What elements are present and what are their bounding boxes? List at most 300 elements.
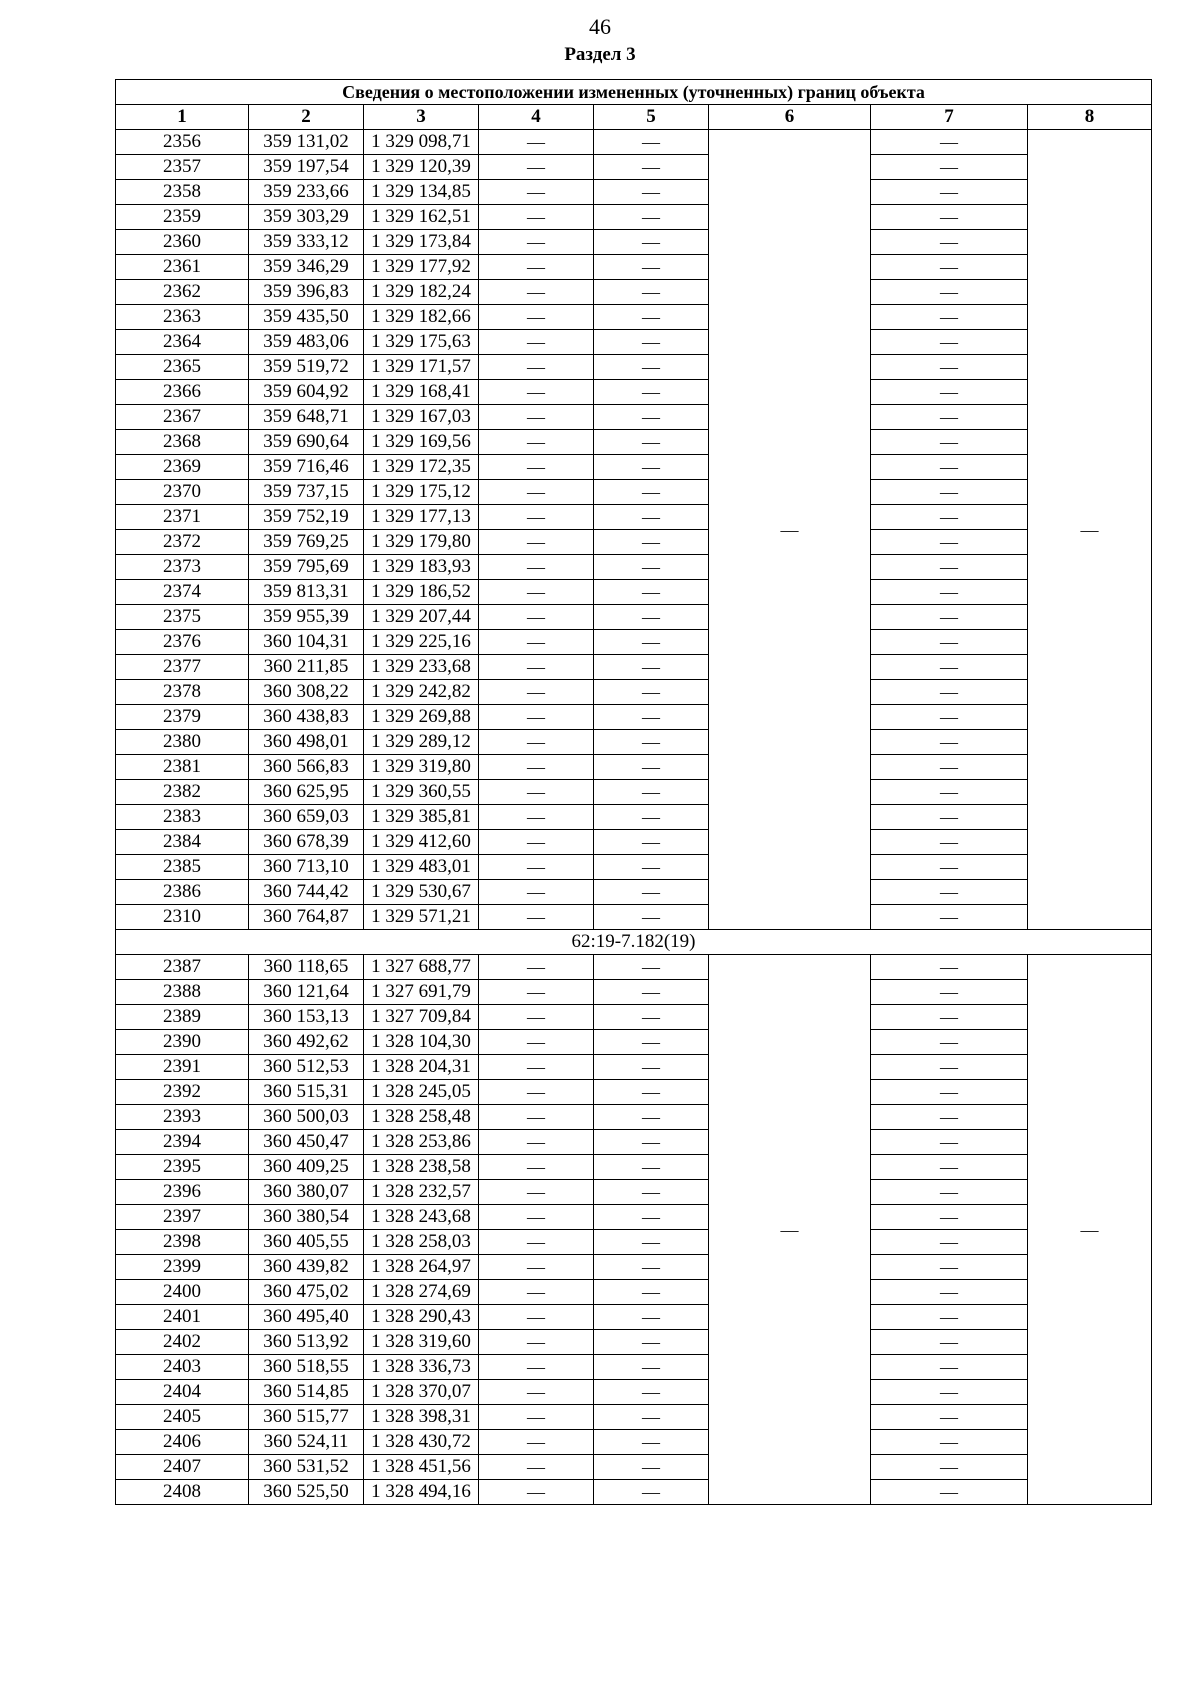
- col5-cell: —: [594, 280, 709, 305]
- coordinate-y-cell: 1 328 253,86: [364, 1130, 479, 1155]
- col4-cell: —: [479, 1330, 594, 1355]
- col7-cell: —: [871, 1305, 1028, 1330]
- col4-cell: —: [479, 405, 594, 430]
- table-row: [116, 355, 1152, 380]
- point-number-cell: 2399: [116, 1255, 249, 1280]
- col5-cell: —: [594, 1005, 709, 1030]
- col7-cell: —: [871, 430, 1028, 455]
- coordinate-x-cell: 359 346,29: [249, 255, 364, 280]
- col4-cell: —: [479, 480, 594, 505]
- point-number-cell: 2377: [116, 655, 249, 680]
- col5-cell: —: [594, 880, 709, 905]
- table-row: [116, 680, 1152, 705]
- coordinate-y-cell: 1 328 264,97: [364, 1255, 479, 1280]
- col7-cell: —: [871, 1205, 1028, 1230]
- col7-cell: —: [871, 1030, 1028, 1055]
- coordinate-x-cell: 360 713,10: [249, 855, 364, 880]
- col7-cell: —: [871, 855, 1028, 880]
- point-number-cell: 2364: [116, 330, 249, 355]
- point-number-cell: 2407: [116, 1455, 249, 1480]
- col4-cell: —: [479, 355, 594, 380]
- coordinate-x-cell: 360 438,83: [249, 705, 364, 730]
- col4-cell: —: [479, 1180, 594, 1205]
- coordinate-y-cell: 1 329 098,71: [364, 130, 479, 155]
- point-number-cell: 2362: [116, 280, 249, 305]
- table-row: [116, 1080, 1152, 1105]
- table-row: [116, 880, 1152, 905]
- col4-cell: —: [479, 1405, 594, 1430]
- col7-cell: —: [871, 880, 1028, 905]
- point-number-cell: 2378: [116, 680, 249, 705]
- table-row: [116, 480, 1152, 505]
- coordinate-x-cell: 360 439,82: [249, 1255, 364, 1280]
- coordinate-x-cell: 360 515,77: [249, 1405, 364, 1430]
- col4-cell: —: [479, 530, 594, 555]
- table-row: [116, 755, 1152, 780]
- coordinate-x-cell: 359 604,92: [249, 380, 364, 405]
- col5-cell: —: [594, 1230, 709, 1255]
- table-row: [116, 1155, 1152, 1180]
- col5-cell: —: [594, 230, 709, 255]
- col4-cell: —: [479, 1355, 594, 1380]
- col7-cell: —: [871, 355, 1028, 380]
- col4-cell: —: [479, 1305, 594, 1330]
- table-row: [116, 1480, 1152, 1505]
- col7-cell: —: [871, 1455, 1028, 1480]
- col7-cell: —: [871, 480, 1028, 505]
- point-number-cell: 2361: [116, 255, 249, 280]
- table-row: [116, 1055, 1152, 1080]
- col7-cell: —: [871, 1155, 1028, 1180]
- col7-cell: —: [871, 180, 1028, 205]
- coordinate-x-cell: 360 118,65: [249, 955, 364, 980]
- point-number-cell: 2391: [116, 1055, 249, 1080]
- col4-cell: —: [479, 455, 594, 480]
- col5-cell: —: [594, 405, 709, 430]
- coordinate-x-cell: 360 121,64: [249, 980, 364, 1005]
- coordinate-y-cell: 1 329 134,85: [364, 180, 479, 205]
- coordinate-y-cell: 1 329 168,41: [364, 380, 479, 405]
- col5-cell: —: [594, 580, 709, 605]
- coordinate-y-cell: 1 329 177,13: [364, 505, 479, 530]
- col5-cell: —: [594, 555, 709, 580]
- col4-cell: —: [479, 1480, 594, 1505]
- point-number-cell: 2376: [116, 630, 249, 655]
- col7-cell: —: [871, 1330, 1028, 1355]
- table-row: [116, 1030, 1152, 1055]
- column-header: 3: [364, 105, 479, 130]
- point-number-cell: 2408: [116, 1480, 249, 1505]
- col5-cell: —: [594, 1405, 709, 1430]
- col4-cell: —: [479, 330, 594, 355]
- section-title: Раздел 3: [564, 44, 636, 65]
- coordinate-x-cell: 359 716,46: [249, 455, 364, 480]
- table-row: [116, 830, 1152, 855]
- col4-cell: —: [479, 980, 594, 1005]
- col4-cell: —: [479, 180, 594, 205]
- col7-cell: —: [871, 1280, 1028, 1305]
- point-number-cell: 2363: [116, 305, 249, 330]
- col5-cell: —: [594, 1430, 709, 1455]
- col4-cell: —: [479, 305, 594, 330]
- col4-cell: —: [479, 1130, 594, 1155]
- col4-cell: —: [479, 1280, 594, 1305]
- col7-cell: —: [871, 405, 1028, 430]
- coordinate-y-cell: 1 328 398,31: [364, 1405, 479, 1430]
- point-number-cell: 2368: [116, 430, 249, 455]
- col5-cell: —: [594, 155, 709, 180]
- col5-cell: —: [594, 855, 709, 880]
- coordinate-x-cell: 359 435,50: [249, 305, 364, 330]
- table-row: [116, 1255, 1152, 1280]
- col7-cell: —: [871, 155, 1028, 180]
- coordinate-x-cell: 359 131,02: [249, 130, 364, 155]
- coordinate-y-cell: 1 328 258,03: [364, 1230, 479, 1255]
- point-number-cell: 2386: [116, 880, 249, 905]
- coordinate-x-cell: 360 500,03: [249, 1105, 364, 1130]
- table-row: [116, 955, 1152, 980]
- col6-merged-cell: —: [709, 130, 871, 930]
- table-row: [116, 380, 1152, 405]
- table-row: [116, 1455, 1152, 1480]
- table-row: [116, 1430, 1152, 1455]
- point-number-cell: 2400: [116, 1280, 249, 1305]
- table-row: [116, 1330, 1152, 1355]
- col5-cell: —: [594, 1480, 709, 1505]
- column-header: 4: [479, 105, 594, 130]
- coordinate-x-cell: 360 524,11: [249, 1430, 364, 1455]
- col4-cell: —: [479, 1080, 594, 1105]
- col5-cell: —: [594, 1380, 709, 1405]
- coordinate-y-cell: 1 327 688,77: [364, 955, 479, 980]
- col7-cell: —: [871, 255, 1028, 280]
- point-number-cell: 2403: [116, 1355, 249, 1380]
- table-row: [116, 280, 1152, 305]
- col5-cell: —: [594, 1205, 709, 1230]
- coordinate-x-cell: 360 211,85: [249, 655, 364, 680]
- col5-cell: —: [594, 1080, 709, 1105]
- col5-cell: —: [594, 355, 709, 380]
- table-row: [116, 1105, 1152, 1130]
- col7-cell: —: [871, 1130, 1028, 1155]
- coordinate-y-cell: 1 329 242,82: [364, 680, 479, 705]
- table-row: [116, 605, 1152, 630]
- point-number-cell: 2405: [116, 1405, 249, 1430]
- coordinate-x-cell: 359 813,31: [249, 580, 364, 605]
- col4-cell: —: [479, 855, 594, 880]
- coordinate-x-cell: 360 498,01: [249, 730, 364, 755]
- col7-cell: —: [871, 205, 1028, 230]
- page-number: 46: [589, 14, 611, 39]
- col4-cell: —: [479, 1105, 594, 1130]
- col5-cell: —: [594, 255, 709, 280]
- coordinate-x-cell: 359 519,72: [249, 355, 364, 380]
- coordinate-y-cell: 1 329 269,88: [364, 705, 479, 730]
- col4-cell: —: [479, 1055, 594, 1080]
- coordinate-x-cell: 360 492,62: [249, 1030, 364, 1055]
- coordinate-y-cell: 1 327 709,84: [364, 1005, 479, 1030]
- table-row: [116, 330, 1152, 355]
- col7-cell: —: [871, 1180, 1028, 1205]
- coordinate-x-cell: 360 764,87: [249, 905, 364, 930]
- col5-cell: —: [594, 505, 709, 530]
- point-number-cell: 2380: [116, 730, 249, 755]
- table-row: [116, 980, 1152, 1005]
- table-row: [116, 230, 1152, 255]
- table-row: [116, 705, 1152, 730]
- coordinate-x-cell: 360 531,52: [249, 1455, 364, 1480]
- coordinate-x-cell: 359 955,39: [249, 605, 364, 630]
- point-number-cell: 2394: [116, 1130, 249, 1155]
- coordinate-x-cell: 359 690,64: [249, 430, 364, 455]
- point-number-cell: 2388: [116, 980, 249, 1005]
- col5-cell: —: [594, 1355, 709, 1380]
- col4-cell: —: [479, 205, 594, 230]
- table-row: [116, 1355, 1152, 1380]
- point-number-cell: 2398: [116, 1230, 249, 1255]
- col4-cell: —: [479, 955, 594, 980]
- col5-cell: —: [594, 830, 709, 855]
- coordinate-y-cell: 1 328 430,72: [364, 1430, 479, 1455]
- point-number-cell: 2390: [116, 1030, 249, 1055]
- table-row: [116, 1130, 1152, 1155]
- table-row: [116, 730, 1152, 755]
- point-number-cell: 2359: [116, 205, 249, 230]
- col7-cell: —: [871, 580, 1028, 605]
- col4-cell: —: [479, 1005, 594, 1030]
- coordinate-x-cell: 359 648,71: [249, 405, 364, 430]
- col5-cell: —: [594, 380, 709, 405]
- col7-cell: —: [871, 380, 1028, 405]
- point-number-cell: 2384: [116, 830, 249, 855]
- column-header: 6: [709, 105, 871, 130]
- coordinate-y-cell: 1 329 571,21: [364, 905, 479, 930]
- coordinate-x-cell: 360 409,25: [249, 1155, 364, 1180]
- coordinate-x-cell: 360 513,92: [249, 1330, 364, 1355]
- table-row: [116, 630, 1152, 655]
- table-caption: Сведения о местоположении измененных (уточненных) границ объекта: [116, 80, 1152, 105]
- coordinate-y-cell: 1 328 104,30: [364, 1030, 479, 1055]
- table-row: [116, 1205, 1152, 1230]
- col4-cell: —: [479, 1380, 594, 1405]
- point-number-cell: 2373: [116, 555, 249, 580]
- col7-cell: —: [871, 805, 1028, 830]
- column-header: 5: [594, 105, 709, 130]
- coordinate-y-cell: 1 329 289,12: [364, 730, 479, 755]
- table-row: [116, 555, 1152, 580]
- coordinate-y-cell: 1 328 245,05: [364, 1080, 479, 1105]
- table-row: [116, 1230, 1152, 1255]
- col7-cell: —: [871, 1480, 1028, 1505]
- col5-cell: —: [594, 680, 709, 705]
- col7-cell: —: [871, 780, 1028, 805]
- parcel-label: 62:19-7.182(19): [116, 930, 1152, 955]
- col7-cell: —: [871, 280, 1028, 305]
- coordinate-x-cell: 360 512,53: [249, 1055, 364, 1080]
- col8-merged-cell: —: [1028, 955, 1152, 1505]
- coordinate-x-cell: 360 515,31: [249, 1080, 364, 1105]
- point-number-cell: 2365: [116, 355, 249, 380]
- coordinate-y-cell: 1 329 385,81: [364, 805, 479, 830]
- col7-cell: —: [871, 1230, 1028, 1255]
- col4-cell: —: [479, 155, 594, 180]
- boundary-coordinates-table: [115, 79, 1152, 1505]
- coordinate-y-cell: 1 329 412,60: [364, 830, 479, 855]
- col7-cell: —: [871, 130, 1028, 155]
- coordinate-y-cell: 1 329 175,12: [364, 480, 479, 505]
- table-row: [116, 155, 1152, 180]
- coordinate-y-cell: 1 329 179,80: [364, 530, 479, 555]
- col5-cell: —: [594, 1130, 709, 1155]
- table-row: [116, 780, 1152, 805]
- col7-cell: —: [871, 1055, 1028, 1080]
- col4-cell: —: [479, 805, 594, 830]
- col7-cell: —: [871, 905, 1028, 930]
- point-number-cell: 2374: [116, 580, 249, 605]
- col5-cell: —: [594, 1155, 709, 1180]
- col8-merged-cell: —: [1028, 130, 1152, 930]
- col4-cell: —: [479, 730, 594, 755]
- coordinate-y-cell: 1 329 225,16: [364, 630, 479, 655]
- coordinate-x-cell: 360 380,07: [249, 1180, 364, 1205]
- table-row: [116, 905, 1152, 930]
- col4-cell: —: [479, 130, 594, 155]
- col5-cell: —: [594, 755, 709, 780]
- table-row: [116, 1280, 1152, 1305]
- col7-cell: —: [871, 955, 1028, 980]
- col7-cell: —: [871, 830, 1028, 855]
- coordinate-y-cell: 1 329 319,80: [364, 755, 479, 780]
- point-number-cell: 2404: [116, 1380, 249, 1405]
- coordinate-y-cell: 1 329 530,67: [364, 880, 479, 905]
- coordinate-x-cell: 359 333,12: [249, 230, 364, 255]
- coordinate-y-cell: 1 328 238,58: [364, 1155, 479, 1180]
- col4-cell: —: [479, 830, 594, 855]
- coordinate-y-cell: 1 329 360,55: [364, 780, 479, 805]
- col4-cell: —: [479, 1230, 594, 1255]
- col7-cell: —: [871, 505, 1028, 530]
- col4-cell: —: [479, 630, 594, 655]
- table-row: [116, 805, 1152, 830]
- coordinate-x-cell: 359 752,19: [249, 505, 364, 530]
- table-row: [116, 130, 1152, 155]
- col4-cell: —: [479, 1455, 594, 1480]
- coordinate-y-cell: 1 329 183,93: [364, 555, 479, 580]
- col7-cell: —: [871, 680, 1028, 705]
- point-number-cell: 2358: [116, 180, 249, 205]
- coordinate-y-cell: 1 328 258,48: [364, 1105, 479, 1130]
- point-number-cell: 2366: [116, 380, 249, 405]
- point-number-cell: 2393: [116, 1105, 249, 1130]
- coordinate-x-cell: 359 197,54: [249, 155, 364, 180]
- coordinate-y-cell: 1 329 177,92: [364, 255, 479, 280]
- col5-cell: —: [594, 605, 709, 630]
- coordinate-x-cell: 359 483,06: [249, 330, 364, 355]
- coordinate-y-cell: 1 329 175,63: [364, 330, 479, 355]
- coordinate-y-cell: 1 329 182,24: [364, 280, 479, 305]
- coordinate-x-cell: 360 744,42: [249, 880, 364, 905]
- coordinate-y-cell: 1 328 370,07: [364, 1380, 479, 1405]
- point-number-cell: 2375: [116, 605, 249, 630]
- group-label-row: [116, 930, 1152, 955]
- col5-cell: —: [594, 730, 709, 755]
- col5-cell: —: [594, 480, 709, 505]
- coordinate-x-cell: 359 233,66: [249, 180, 364, 205]
- col7-cell: —: [871, 1105, 1028, 1130]
- col5-cell: —: [594, 1455, 709, 1480]
- col5-cell: —: [594, 305, 709, 330]
- coordinate-x-cell: 360 450,47: [249, 1130, 364, 1155]
- col4-cell: —: [479, 905, 594, 930]
- coordinate-y-cell: 1 329 207,44: [364, 605, 479, 630]
- table-body: [116, 130, 1152, 1505]
- coordinate-x-cell: 360 104,31: [249, 630, 364, 655]
- coordinate-y-cell: 1 329 483,01: [364, 855, 479, 880]
- table-row: [116, 1180, 1152, 1205]
- col7-cell: —: [871, 1430, 1028, 1455]
- col4-cell: —: [479, 1255, 594, 1280]
- col4-cell: —: [479, 705, 594, 730]
- col4-cell: —: [479, 1155, 594, 1180]
- column-header: 8: [1028, 105, 1152, 130]
- point-number-cell: 2372: [116, 530, 249, 555]
- point-number-cell: 2357: [116, 155, 249, 180]
- col4-cell: —: [479, 1205, 594, 1230]
- point-number-cell: 2402: [116, 1330, 249, 1355]
- col4-cell: —: [479, 755, 594, 780]
- coordinate-y-cell: 1 328 274,69: [364, 1280, 479, 1305]
- point-number-cell: 2389: [116, 1005, 249, 1030]
- table-row: [116, 430, 1152, 455]
- col5-cell: —: [594, 455, 709, 480]
- col4-cell: —: [479, 230, 594, 255]
- col7-cell: —: [871, 230, 1028, 255]
- col7-cell: —: [871, 1380, 1028, 1405]
- coordinate-x-cell: 360 308,22: [249, 680, 364, 705]
- col4-cell: —: [479, 1030, 594, 1055]
- table-row: [116, 180, 1152, 205]
- coordinate-x-cell: 360 625,95: [249, 780, 364, 805]
- coordinate-x-cell: 359 737,15: [249, 480, 364, 505]
- point-number-cell: 2406: [116, 1430, 249, 1455]
- point-number-cell: 2356: [116, 130, 249, 155]
- point-number-cell: 2360: [116, 230, 249, 255]
- coordinate-y-cell: 1 328 336,73: [364, 1355, 479, 1380]
- col7-cell: —: [871, 630, 1028, 655]
- col5-cell: —: [594, 1330, 709, 1355]
- col6-merged-cell: —: [709, 955, 871, 1505]
- point-number-cell: 2310: [116, 905, 249, 930]
- coordinate-x-cell: 359 769,25: [249, 530, 364, 555]
- point-number-cell: 2367: [116, 405, 249, 430]
- coordinate-x-cell: 359 795,69: [249, 555, 364, 580]
- col5-cell: —: [594, 1055, 709, 1080]
- coordinate-y-cell: 1 329 172,35: [364, 455, 479, 480]
- col5-cell: —: [594, 905, 709, 930]
- table-caption-row: [116, 80, 1152, 105]
- col4-cell: —: [479, 680, 594, 705]
- coordinate-y-cell: 1 327 691,79: [364, 980, 479, 1005]
- table-row: [116, 205, 1152, 230]
- col4-cell: —: [479, 880, 594, 905]
- col5-cell: —: [594, 530, 709, 555]
- coordinate-y-cell: 1 329 182,66: [364, 305, 479, 330]
- col7-cell: —: [871, 1080, 1028, 1105]
- coordinate-y-cell: 1 328 204,31: [364, 1055, 479, 1080]
- col7-cell: —: [871, 1005, 1028, 1030]
- column-header: 2: [249, 105, 364, 130]
- col4-cell: —: [479, 580, 594, 605]
